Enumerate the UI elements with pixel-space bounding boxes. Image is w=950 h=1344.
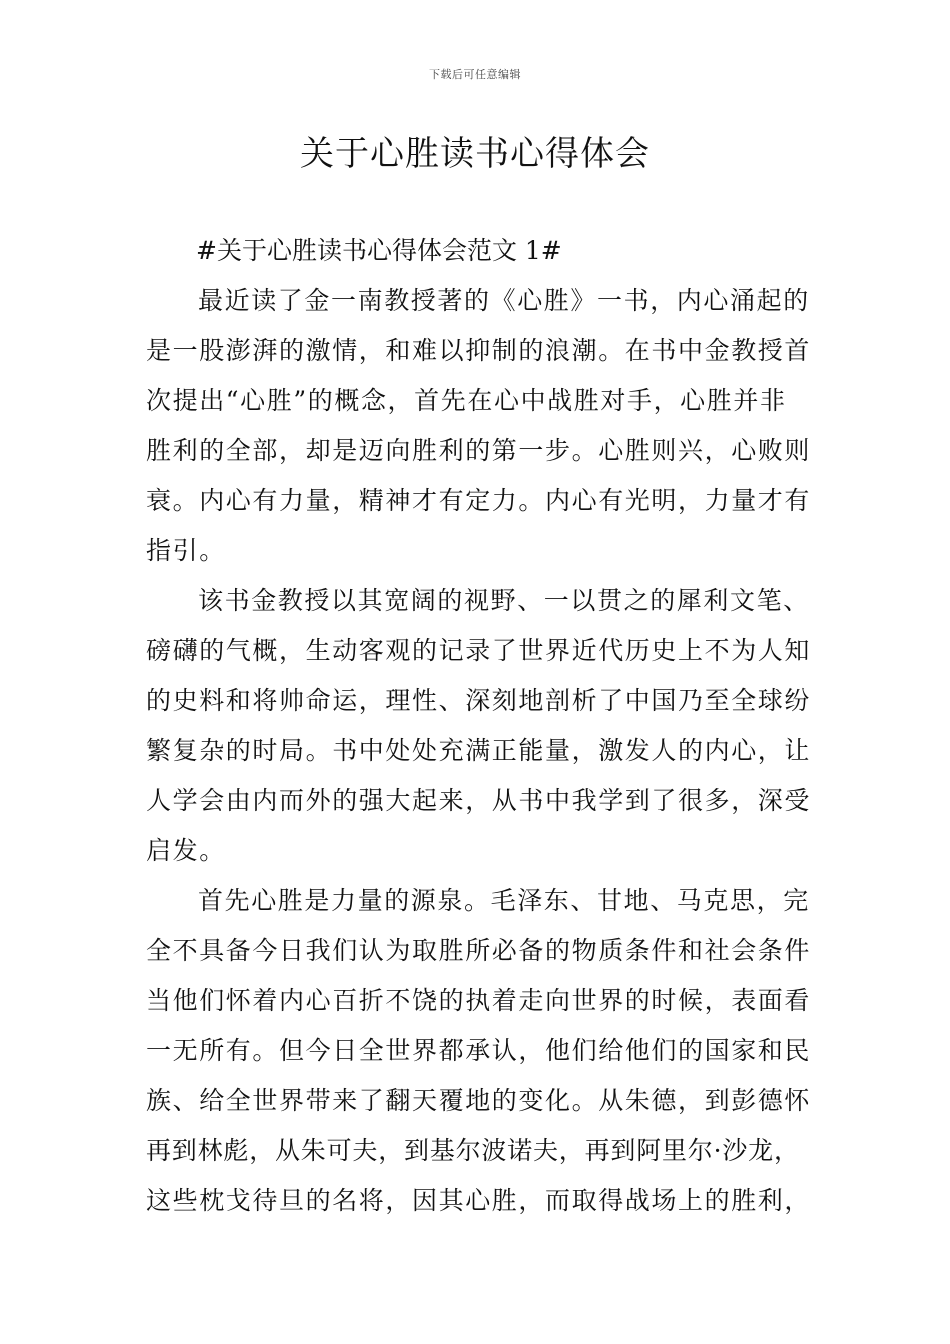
paragraph-line: 衰。内心有力量，精神才有定力。内心有光明，力量才有 bbox=[146, 486, 812, 515]
page-title: 关于心胜读书心得体会 bbox=[300, 134, 650, 174]
paragraph-line: 这些枕戈待旦的名将，因其心胜，而取得战场上的胜利， bbox=[146, 1186, 812, 1215]
paragraph-line: 指引。 bbox=[146, 536, 226, 565]
document-body bbox=[146, 226, 826, 1226]
paragraph-2 bbox=[146, 576, 826, 876]
paragraph-line: 繁复杂的时局。书中处处充满正能量，激发人的内心，让 bbox=[146, 736, 812, 765]
paragraph-line: 族、给全世界带来了翻天覆地的变化。从朱德，到彭德怀 bbox=[146, 1086, 812, 1115]
paragraph-line: 磅礴的气概，生动客观的记录了世界近代历史上不为人知 bbox=[146, 636, 812, 665]
paragraph-line: 最近读了金一南教授著的《心胜》一书，内心涌起的 bbox=[198, 286, 810, 315]
paragraph-line: 胜利的全部，却是迈向胜利的第一步。心胜则兴，心败则 bbox=[146, 436, 812, 465]
paragraph-line: 一无所有。但今日全世界都承认，他们给他们的国家和民 bbox=[146, 1036, 812, 1065]
paragraph-line: 首先心胜是力量的源泉。毛泽东、甘地、马克思，完 bbox=[198, 886, 810, 915]
paragraph-1 bbox=[146, 276, 826, 576]
paragraph-3 bbox=[146, 876, 826, 1226]
paragraph-line: 人学会由内而外的强大起来，从书中我学到了很多，深受 bbox=[146, 786, 812, 815]
paragraph-line: 全不具备今日我们认为取胜所必备的物质条件和社会条件 bbox=[146, 936, 812, 965]
paragraph-line: 再到林彪，从朱可夫，到基尔波诺夫，再到阿里尔·沙龙， bbox=[146, 1136, 800, 1165]
paragraph-line: 该书金教授以其宽阔的视野、一以贯之的犀利文笔、 bbox=[198, 586, 810, 615]
paragraph-line: 启发。 bbox=[146, 836, 226, 865]
header-note: 下载后可任意编辑 bbox=[429, 68, 521, 81]
paragraph-line: 次提出“心胜”的概念，首先在心中战胜对手，心胜并非 bbox=[146, 386, 787, 415]
section-heading: #关于心胜读书心得体会范文 1# bbox=[196, 236, 562, 265]
paragraph-line: 当他们怀着内心百折不饶的执着走向世界的时候，表面看 bbox=[146, 986, 812, 1015]
paragraph-line: 的史料和将帅命运，理性、深刻地剖析了中国乃至全球纷 bbox=[146, 686, 812, 715]
paragraph-line: 是一股澎湃的激情，和难以抑制的浪潮。在书中金教授首 bbox=[146, 336, 812, 365]
